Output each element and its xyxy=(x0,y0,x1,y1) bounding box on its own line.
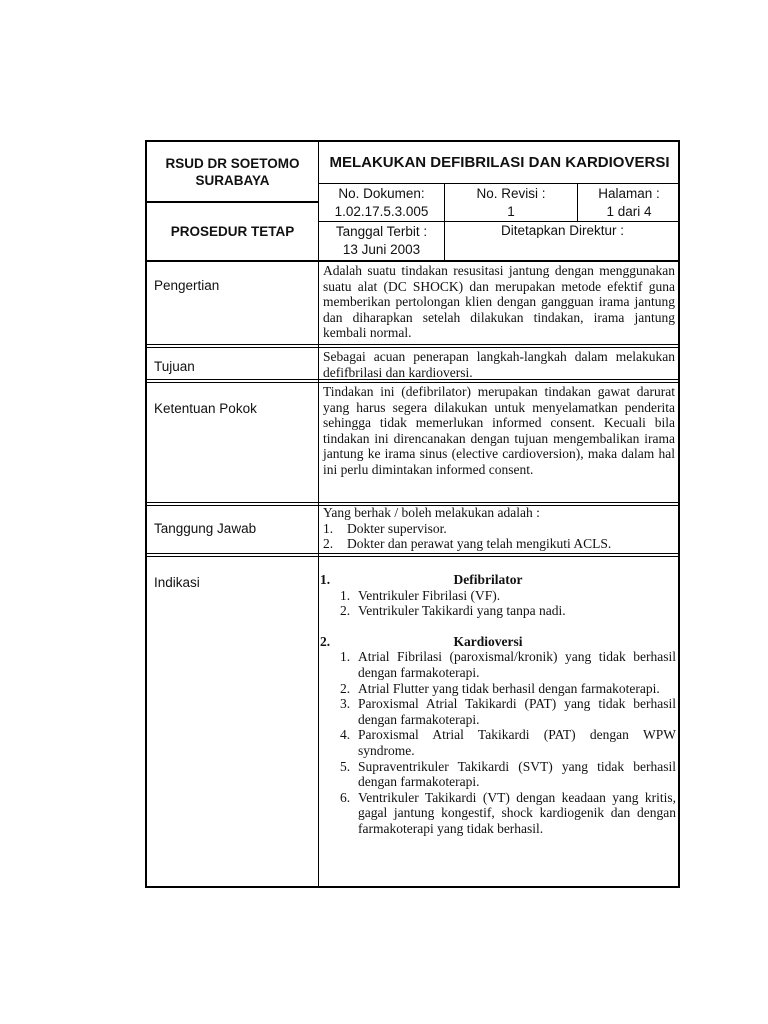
no-dokumen-value: 1.02.17.5.3.005 xyxy=(334,203,429,219)
indikasi-group-2-heading xyxy=(320,634,676,650)
group-title: Defibrilator xyxy=(453,572,523,587)
no-dokumen-cell xyxy=(319,184,444,221)
group-number: 2. xyxy=(320,633,331,649)
tanggung-jawab-label: Tanggung Jawab xyxy=(154,521,257,536)
no-dokumen-label: No. Dokumen: xyxy=(338,185,425,201)
list-item: 2. Atrial Flutter yang tidak berhasil dengan farmakoterapi. xyxy=(340,680,660,696)
tujuan-label: Tujuan xyxy=(154,359,195,374)
halaman-cell xyxy=(578,184,680,221)
tanggung-jawab-text xyxy=(323,505,675,552)
halaman-label: Halaman : xyxy=(598,185,660,201)
org-name: RSUD DR SOETOMO SURABAYA xyxy=(165,156,300,188)
tujuan-text: Sebagai acuan penerapan langkah-langkah dalam melakukan defifbrilasi dan kardioversi. xyxy=(323,349,675,380)
group-title: Kardioversi xyxy=(453,633,523,649)
tanggal-cell xyxy=(319,222,444,260)
ketentuan-text: Tindakan ini (defibrilator) merupakan tindakan gawat darurat yang harus segera dilakukan untuk menyelamatkan penderita sehingga tidak memerlukan informed consent. Kecuali bila tindakan ini direncanakan dengan tujuan mengembalikan irama jantung ke irama sinus (elective cardioversion), maka dalam hal ini perlu dimintakan informed consent. xyxy=(323,384,675,477)
list-item: 5. Supraventrikuler Takikardi (SVT) yang tidak berhasil dengan farmakoterapi. xyxy=(340,758,676,790)
list-item: 1. Atrial Fibrilasi (paroxismal/kronik) yang tidak berhasil dengan farmakoterapi. xyxy=(340,649,676,680)
list-item: 3. Paroxismal Atrial Takikardi (PAT) yang tidak berhasil dengan farmakoterapi. xyxy=(340,696,676,727)
list-item: Dokter supervisor. xyxy=(347,520,447,536)
list-number: 2. xyxy=(323,536,334,552)
no-revisi-cell xyxy=(445,184,577,221)
indikasi-group-1-list xyxy=(320,588,676,619)
list-number: 1. xyxy=(323,520,334,536)
pengertian-label: Pengertian xyxy=(154,278,220,293)
tanggung-jawab-intro: Yang berhak / boleh melakukan adalah : xyxy=(323,505,540,520)
list-item: 1. Ventrikuler Fibrilasi (VF). xyxy=(340,587,501,603)
indikasi-group-2-list xyxy=(320,649,676,836)
ketentuan-label: Ketentuan Pokok xyxy=(154,401,257,416)
list-item: Dokter dan perawat yang telah mengikuti ACLS. xyxy=(347,536,612,552)
no-revisi-label: No. Revisi : xyxy=(476,185,546,201)
tanggal-value: 13 Juni 2003 xyxy=(342,242,421,257)
list-item: 6. Ventrikuler Takikardi (VT) dengan keadaan yang kritis, gagal jantung kongestif, shock kardiogenik dan dengan farmakoterapi yang tidak berhasil. xyxy=(340,789,676,836)
indikasi-label: Indikasi xyxy=(154,575,200,590)
doc-type: PROSEDUR TETAP xyxy=(170,223,295,239)
halaman-value: 1 dari 4 xyxy=(606,203,652,219)
indikasi-content xyxy=(320,572,676,837)
list-item: 4. Paroxismal Atrial Takikardi (PAT) dengan WPW syndrome. xyxy=(340,727,676,758)
no-revisi-value: 1 xyxy=(507,203,515,219)
indikasi-group-1-heading xyxy=(320,572,676,588)
tanggal-label: Tanggal Terbit : xyxy=(335,224,428,239)
group-number: 1. xyxy=(320,572,331,587)
sop-document xyxy=(145,140,680,888)
list-item: 2. Ventrikuler Takikardi yang tanpa nadi. xyxy=(340,603,566,619)
ditetapkan-label: Ditetapkan Direktur : xyxy=(500,223,625,238)
pengertian-text: Adalah suatu tindakan resusitasi jantung dengan menggunakan suatu alat (DC SHOCK) dan merupakan metode efektif guna memberikan pertolongan klien dengan gangguan irama jantung dan diharapkan setelah dilakukan tindakan, irama jantung kembali normal. xyxy=(323,263,675,341)
document-title: MELAKUKAN DEFIBRILASI DAN KARDIOVERSI xyxy=(329,154,670,171)
